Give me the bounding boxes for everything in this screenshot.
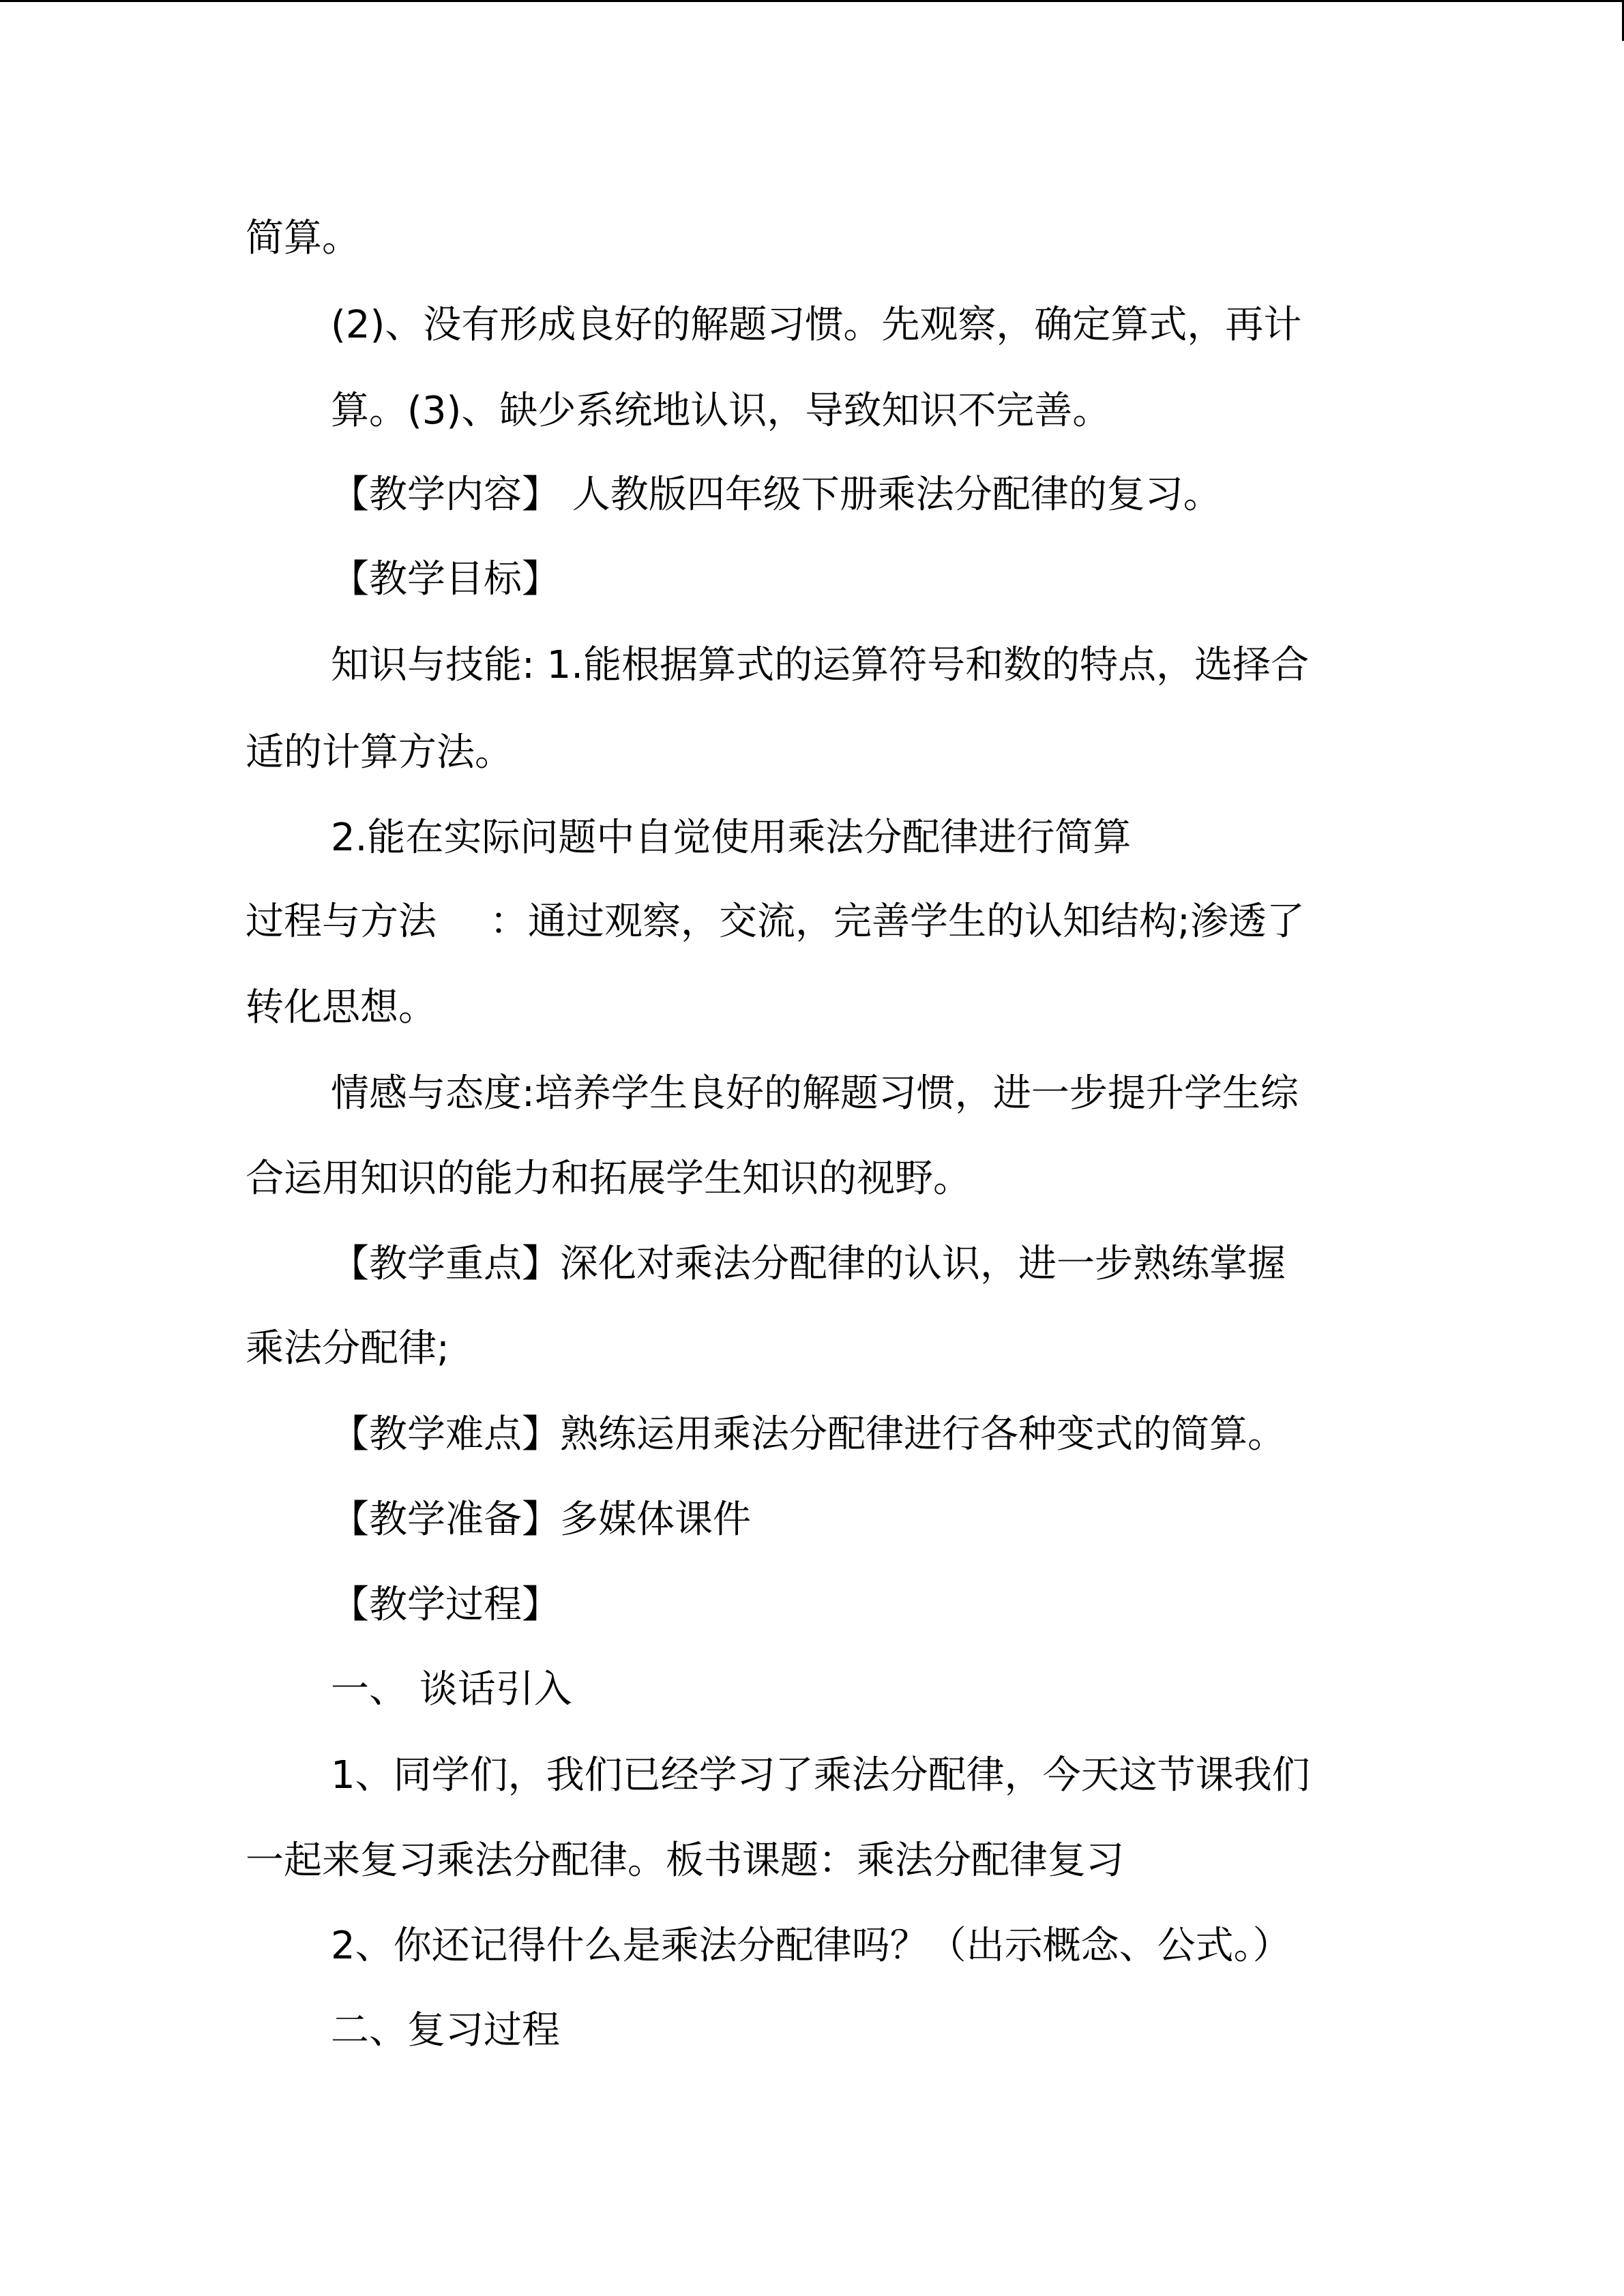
text-line: (2)、没有形成良好的解题习惯。先观察，确定算式，再计	[331, 303, 1302, 347]
top-border-rule	[0, 0, 1624, 2]
section-heading-teaching-content: 【教学内容】 人教版四年级下册乘法分配律的复习。	[331, 473, 1222, 517]
text-line: 适的计算方法。	[246, 730, 513, 775]
text-line: 简算。	[246, 216, 360, 260]
process-method-text: ：通过观察，交流，完善学生的认知结构;渗透了	[490, 899, 1305, 944]
text-line: 2.能在实际问题中自觉使用乘法分配律进行简算	[331, 816, 1132, 860]
text-line: 乘法分配律;	[246, 1326, 449, 1371]
subheading-intro: 一、 谈话引入	[331, 1667, 572, 1712]
section-heading-teaching-goals: 【教学目标】	[331, 557, 560, 601]
text-line: 算。(3)、缺少系统地认识，导致知识不完善。	[331, 389, 1111, 433]
text-line: 转化思想。	[246, 985, 437, 1030]
text-line	[246, 897, 1305, 946]
text-line: 情感与态度:培养学生良好的解题习惯，进一步提升学生综	[331, 1071, 1299, 1116]
subheading-review: 二、复习过程	[331, 2008, 560, 2053]
text-line: 知识与技能: 1.能根据算式的运算符号和数的特点，选择合	[331, 643, 1310, 687]
section-heading-key-points: 【教学重点】深化对乘法分配律的认识，进一步熟练掌握	[331, 1242, 1286, 1286]
process-method-label: 过程与方法	[246, 899, 437, 944]
section-heading-difficulties: 【教学难点】熟练运用乘法分配律进行各种变式的简算。	[331, 1412, 1286, 1457]
text-line: 合运用知识的能力和拓展学生知识的视野。	[246, 1157, 971, 1201]
section-heading-process: 【教学过程】	[331, 1583, 560, 1627]
text-line: 1、同学们，我们已经学习了乘法分配律，今天这节课我们	[331, 1753, 1310, 1798]
text-line: 一起来复习乘法分配律。板书课题：乘法分配律复习	[246, 1838, 1124, 1883]
text-line: 2、你还记得什么是乘法分配律吗？（出示概念、公式。）	[331, 1924, 1291, 1968]
section-heading-preparation: 【教学准备】多媒体课件	[331, 1497, 751, 1542]
